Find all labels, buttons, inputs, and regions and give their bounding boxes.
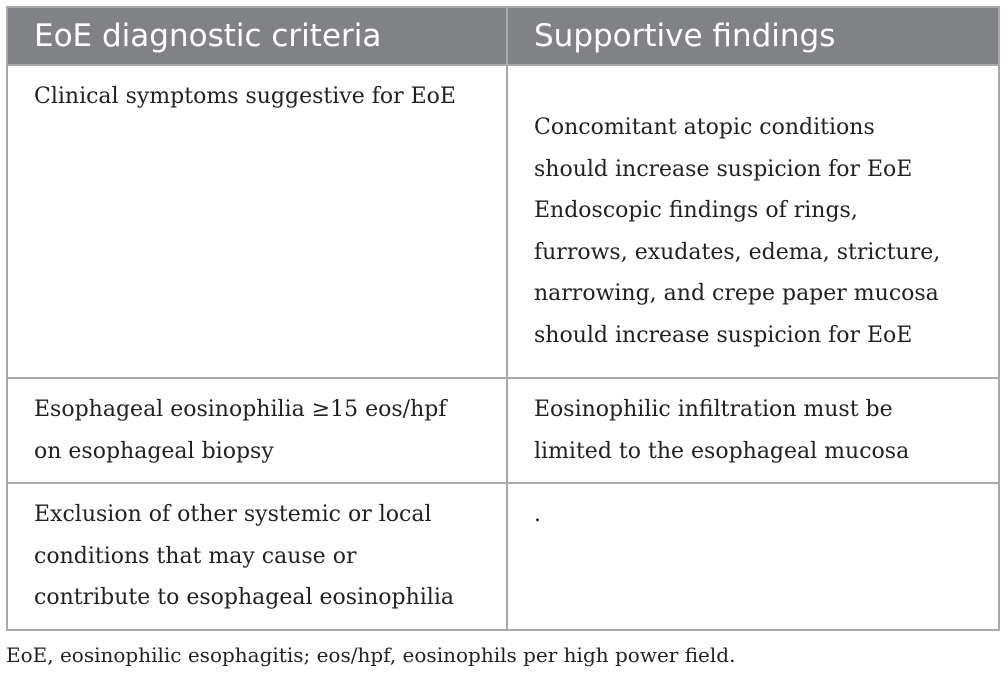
table-row <box>7 378 999 483</box>
cell-text-line: should increase suspicion for EoE <box>534 156 913 182</box>
cell-text-line: limited to the esophageal mucosa <box>534 438 910 464</box>
cell-text-line: on esophageal biopsy <box>34 438 274 464</box>
criteria-cell <box>7 483 507 630</box>
header-supportive-findings: Supportive findings <box>507 7 999 65</box>
cell-text-line: Endoscopic findings of rings, <box>534 198 858 223</box>
table-row <box>7 483 999 630</box>
table-footnote: EoE, eosinophilic esophagitis; eos/hpf, eosinophils per high power field. <box>6 643 736 667</box>
criteria-cell <box>7 65 507 378</box>
table-header-row <box>7 7 999 65</box>
findings-cell <box>507 378 999 483</box>
findings-cell <box>507 483 999 630</box>
cell-text-line: narrowing, and crepe paper mucosa <box>534 281 939 306</box>
findings-cell <box>507 65 999 378</box>
cell-text-line: Eosinophilic infiltration must be <box>534 397 893 422</box>
cell-text-line: should increase suspicion for EoE <box>534 322 913 348</box>
cell-text-line: Clinical symptoms suggestive for EoE <box>34 84 456 109</box>
cell-text-line: contribute to esophageal eosinophilia <box>34 585 454 610</box>
header-diagnostic-criteria: EoE diagnostic criteria <box>7 7 507 65</box>
cell-text-line: Concomitant atopic conditions <box>534 115 875 140</box>
cell-text-line: Esophageal eosinophilia ≥15 eos/hpf <box>34 397 447 422</box>
cell-text-line: Exclusion of other systemic or local <box>34 502 432 527</box>
cell-text-line: furrows, exudates, edema, stricture, <box>534 239 941 265</box>
cell-text-line: conditions that may cause or <box>34 543 357 569</box>
cell-text-line: . <box>534 502 541 527</box>
criteria-table <box>6 6 1000 631</box>
criteria-cell <box>7 378 507 483</box>
table-row <box>7 65 999 378</box>
